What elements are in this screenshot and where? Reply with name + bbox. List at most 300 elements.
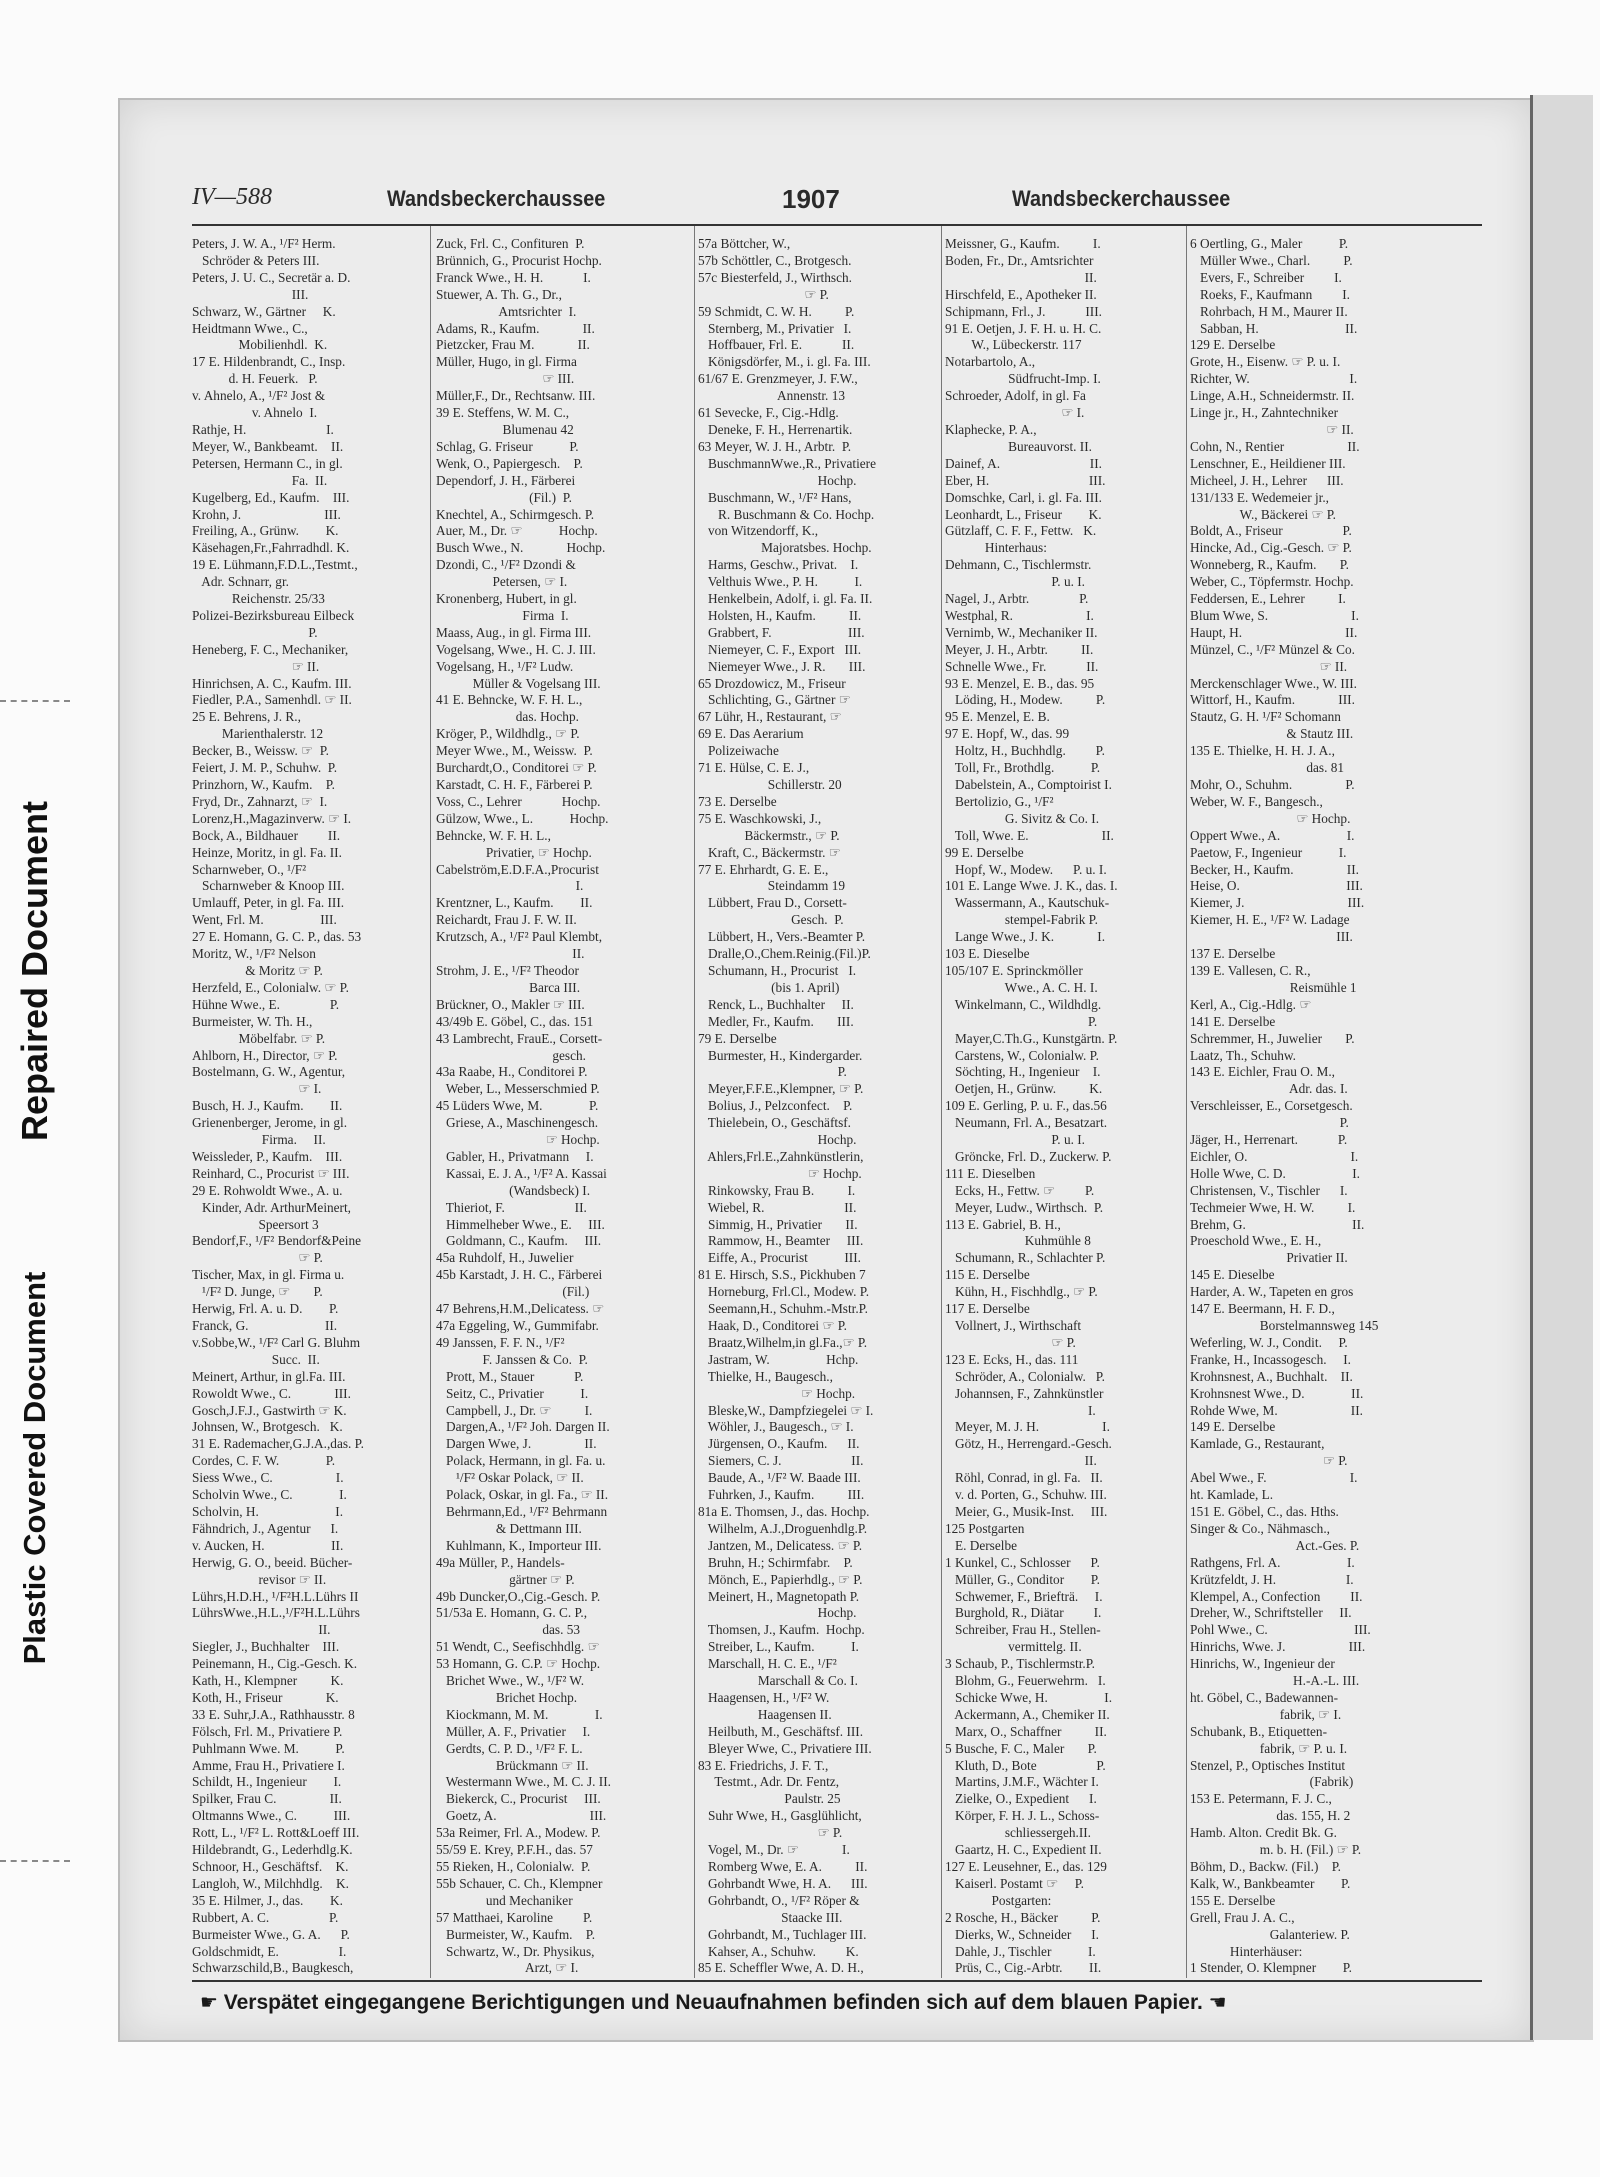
directory-entry: Krohnsnest, A., Buchhalt. II. bbox=[1190, 1368, 1353, 1384]
directory-entry: 71 E. Hülse, C. E. J., bbox=[698, 760, 810, 776]
directory-entry: Dierks, W., Schneider I. bbox=[945, 1926, 1099, 1942]
directory-entry: 123 E. Ecks, H., das. 111 bbox=[945, 1351, 1079, 1367]
directory-entry: Weissleder, P., Kaufm. III. bbox=[192, 1148, 343, 1164]
directory-entry: Eichler, O. I. bbox=[1190, 1148, 1359, 1164]
directory-entry: Behncke, W. F. H. L., bbox=[436, 827, 551, 843]
directory-entry: 81 E. Hirsch, S.S., Pickhuben 7 bbox=[698, 1267, 866, 1283]
directory-entry: R. Buschmann & Co. Hochp. bbox=[698, 506, 875, 522]
directory-entry: Krützfeldt, J. H. I. bbox=[1190, 1571, 1354, 1587]
directory-entry: ☞ II. bbox=[192, 658, 320, 674]
directory-entry: ☞ I. bbox=[192, 1081, 322, 1097]
directory-entry: Hochp. bbox=[698, 1605, 857, 1621]
directory-entry: II. bbox=[945, 269, 1097, 285]
directory-entry: Löding, H., Modew. P. bbox=[945, 692, 1106, 708]
directory-entry: Rohrbach, H M., Maurer II. bbox=[1190, 303, 1348, 319]
directory-entry: Burchardt,O., Conditorei ☞ P. bbox=[436, 760, 597, 776]
directory-entry: 105/107 E. Sprinckmöller bbox=[945, 962, 1083, 978]
directory-entry: Müller, G., Conditor P. bbox=[945, 1571, 1100, 1587]
directory-entry: Zielke, O., Expedient I. bbox=[945, 1791, 1097, 1807]
directory-entry: Kuhmühle 8 bbox=[945, 1233, 1091, 1249]
directory-entry: Boldt, A., Friseur P. bbox=[1190, 523, 1352, 539]
directory-entry: 77 E. Ehrhardt, G. E. E., bbox=[698, 861, 829, 877]
directory-entry: 61 Sevecke, F., Cig.-Hdlg. bbox=[698, 405, 839, 421]
directory-entry: Jäger, H., Herrenart. P. bbox=[1190, 1132, 1348, 1148]
directory-entry: Griese, A., Maschinengesch. bbox=[436, 1115, 599, 1131]
directory-entry: 143 E. Eichler, Frau O. M., bbox=[1190, 1064, 1335, 1080]
directory-entry: 1 Stender, O. Klempner P. bbox=[1190, 1960, 1352, 1976]
directory-entry: Reismühle 1 bbox=[1190, 979, 1357, 995]
directory-entry: & Moritz ☞ P. bbox=[192, 962, 323, 978]
directory-entry: Fähndrich, J., Agentur I. bbox=[192, 1520, 339, 1536]
directory-entry: Tischer, Max, in gl. Firma u. bbox=[192, 1267, 345, 1283]
directory-entry: 155 E. Derselbe bbox=[1190, 1892, 1276, 1908]
directory-entry: 43a Raabe, H., Conditorei P. bbox=[436, 1064, 588, 1080]
directory-entry: Eber, H. III. bbox=[945, 472, 1106, 488]
directory-entry: Scholvin Wwe., C. I. bbox=[192, 1487, 347, 1503]
directory-entry: Pietzcker, Frau M. II. bbox=[436, 337, 590, 353]
directory-entry: v. Ahnelo I. bbox=[192, 405, 318, 421]
directory-entry: Heilbuth, M., Geschäftsf. III. bbox=[698, 1723, 864, 1739]
directory-entry: Vogelsang, Wwe., H. C. J. III. bbox=[436, 641, 596, 657]
directory-entry: Strohm, J. E., ¹/F² Theodor bbox=[436, 962, 579, 978]
directory-entry: 81a E. Thomsen, J., das. Hochp. bbox=[698, 1503, 870, 1519]
directory-entry: 17 E. Hildenbrandt, C., Insp. bbox=[192, 354, 346, 370]
directory-entry: Seitz, C., Privatier I. bbox=[436, 1385, 589, 1401]
directory-entry: Marienthalerstr. 12 bbox=[192, 726, 324, 742]
directory-entry: Schnelle Wwe., Fr. II. bbox=[945, 658, 1099, 674]
directory-entry: Körper, F. H. J. L., Schoss- bbox=[945, 1808, 1100, 1824]
directory-entry: Polack, Oskar, in gl. Fa., ☞ II. bbox=[436, 1487, 609, 1503]
directory-entry: ¹/F² D. Junge, ☞ P. bbox=[192, 1284, 323, 1300]
directory-entry: Toll, Wwe. E. II. bbox=[945, 827, 1114, 843]
directory-entry: Grote, H., Eisenw. ☞ P. u. I. bbox=[1190, 354, 1341, 370]
directory-entry: Maass, Aug., in gl. Firma III. bbox=[436, 624, 592, 640]
directory-entry: Peinemann, H., Cig.-Gesch. K. bbox=[192, 1656, 358, 1672]
directory-entry: II. bbox=[436, 946, 585, 962]
directory-entry: Heinze, Moritz, in gl. Fa. II. bbox=[192, 844, 342, 860]
directory-entry: revisor ☞ II. bbox=[192, 1571, 327, 1587]
directory-entry: Stuewer, A. Th. G., Dr., bbox=[436, 286, 562, 302]
directory-entry: ☞ II. bbox=[1190, 658, 1348, 674]
directory-entry: Domschke, Carl, i. gl. Fa. III. bbox=[945, 489, 1102, 505]
directory-entry: Auer, M., Dr. ☞ Hochp. bbox=[436, 523, 598, 539]
directory-entry: Busch Wwe., N. Hochp. bbox=[436, 540, 606, 556]
directory-entry: Fa. II. bbox=[192, 472, 328, 488]
directory-entry: Rinkowsky, Frau B. I. bbox=[698, 1182, 856, 1198]
directory-entry: Koth, H., Friseur K. bbox=[192, 1689, 339, 1705]
directory-entry: Prüs, C., Cig.-Arbtr. II. bbox=[945, 1960, 1102, 1976]
directory-entry: Renck, L., Buchhalter II. bbox=[698, 996, 854, 1012]
directory-entry: 149 E. Derselbe bbox=[1190, 1419, 1276, 1435]
directory-entry: Postgarten: bbox=[945, 1892, 1052, 1908]
directory-entry: Weferling, W. J., Condit. P. bbox=[1190, 1334, 1348, 1350]
directory-entry: Müller & Vogelsang III. bbox=[436, 675, 601, 691]
directory-entry: Brichet Hochp. bbox=[436, 1689, 578, 1705]
directory-entry: 135 E. Thielke, H. H. J. A., bbox=[1190, 743, 1335, 759]
directory-entry: Hochp. bbox=[698, 1132, 857, 1148]
directory-entry: Söchting, H., Ingenieur I. bbox=[945, 1064, 1101, 1080]
directory-entry: Brichet Wwe., W., ¹/F² W. bbox=[436, 1673, 585, 1689]
directory-entry: ☞ P. bbox=[1190, 1453, 1348, 1469]
directory-entry: 129 E. Derselbe bbox=[1190, 337, 1276, 353]
directory-entry: Burmeister, W., Kaufm. P. bbox=[436, 1926, 596, 1942]
directory-entry: Adr. Schnarr, gr. bbox=[192, 574, 289, 590]
directory-entry: Evers, F., Schreiber I. bbox=[1190, 269, 1342, 285]
directory-entry: fabrik, ☞ I. bbox=[1190, 1706, 1342, 1722]
directory-entry: Braatz,Wilhelm,in gl.Fa.,☞ P. bbox=[698, 1334, 868, 1350]
directory-entry: Blumenau 42 bbox=[436, 421, 574, 437]
page-number: IV—588 bbox=[192, 184, 272, 210]
directory-entry: Götz, H., Herrengard.-Gesch. bbox=[945, 1436, 1112, 1452]
directory-entry: Neumann, Frl. A., Besatzart. bbox=[945, 1115, 1108, 1131]
directory-entry: 45b Karstadt, J. H. C., Färberei bbox=[436, 1267, 603, 1283]
directory-entry: Bäckermstr., ☞ P. bbox=[698, 827, 840, 843]
directory-entry: Kröger, P., Wildhdlg., ☞ P. bbox=[436, 726, 580, 742]
directory-entry: Rubbert, A. C. P. bbox=[192, 1909, 339, 1925]
directory-entry: ht. Göbel, C., Badewannen- bbox=[1190, 1689, 1339, 1705]
directory-entry: 141 E. Derselbe bbox=[1190, 1013, 1276, 1029]
directory-entry: 109 E. Gerling, P. u. F., das.56 bbox=[945, 1098, 1107, 1114]
directory-entry: Franck, G. II. bbox=[192, 1318, 338, 1333]
directory-entry: 151 E. Göbel, C., das. Hths. bbox=[1190, 1503, 1339, 1519]
directory-entry: Kuhlmann, K., Importeur III. bbox=[436, 1537, 602, 1553]
directory-entry: 51/53a E. Homann, G. C. P., bbox=[436, 1605, 588, 1621]
directory-entry: Umlauff, Peter, in gl. Fa. III. bbox=[192, 895, 345, 911]
directory-entry: Wwe., A. C. H. I. bbox=[945, 979, 1098, 995]
directory-entry: Ackermann, A., Chemiker II. bbox=[945, 1706, 1110, 1722]
directory-entry: 51 Wendt, C., Seefischhdlg. ☞ bbox=[436, 1639, 600, 1655]
next-page-edge bbox=[1530, 95, 1593, 2040]
directory-entry: Dzondi, C., ¹/F² Dzondi & bbox=[436, 557, 576, 573]
directory-entry: Ahlborn, H., Director, ☞ P. bbox=[192, 1047, 338, 1063]
directory-entry: 73 E. Derselbe bbox=[698, 793, 777, 809]
directory-entry: Siess Wwe., C. I. bbox=[192, 1470, 344, 1486]
page-header bbox=[192, 182, 1482, 218]
directory-entry: Boden, Fr., Dr., Amtsrichter bbox=[945, 252, 1094, 268]
directory-entry: Oppert Wwe., A. I. bbox=[1190, 827, 1355, 843]
directory-entry: Rowoldt Wwe., C. III. bbox=[192, 1385, 351, 1401]
directory-entry: Schwarzschild,B., Baugkesch, bbox=[192, 1960, 354, 1976]
directory-entry bbox=[436, 1977, 690, 1978]
directory-entry: Petersen, Hermann C., in gl. bbox=[192, 455, 343, 471]
directory-entry: Grell, Frau J. A. C., bbox=[1190, 1909, 1295, 1925]
directory-entry: Heidtmann Wwe., C., bbox=[192, 320, 308, 336]
directory-entry: Vollnert, J., Wirthschaft bbox=[945, 1318, 1082, 1333]
directory-entry: Burmeister, W. Th. H., bbox=[192, 1013, 313, 1029]
directory-entry: Südfrucht-Imp. I. bbox=[945, 371, 1101, 387]
directory-entry: Haak, D., Conditorei ☞ P. bbox=[698, 1318, 847, 1333]
directory-entry: Meyer, J. H., Arbtr. II. bbox=[945, 641, 1094, 657]
directory-entry: Schwemer, F., Briefträ. I. bbox=[945, 1588, 1103, 1604]
directory-entry: Jürgensen, O., Kaufm. II. bbox=[698, 1436, 860, 1452]
directory-entry: Bureauvorst. II. bbox=[945, 438, 1092, 454]
directory-entry: Paetow, F., Ingenieur I. bbox=[1190, 844, 1347, 860]
directory-entry: P. u. I. bbox=[945, 574, 1085, 590]
directory-entry: Müller, A. F., Privatier I. bbox=[436, 1723, 591, 1739]
plastic-covered-document-label: Plastic Covered Document bbox=[17, 1271, 52, 1665]
directory-entry: Dehmann, C., Tischlermstr. bbox=[945, 557, 1092, 573]
directory-entry: P. bbox=[945, 1013, 1098, 1029]
directory-entry: Bleyer Wwe, C., Privatiere III. bbox=[698, 1740, 872, 1756]
directory-entry: Fölsch, Frl. M., Privatiere P. bbox=[192, 1723, 343, 1739]
directory-entry: Schröder, A., Colonialw. P. bbox=[945, 1368, 1106, 1384]
directory-entry: Hinterhaus: bbox=[945, 540, 1047, 556]
directory-entry: 113 E. Gabriel, B. H., bbox=[945, 1216, 1061, 1232]
directory-entry: Böhm, D., Backw. (Fil.) P. bbox=[1190, 1859, 1341, 1874]
directory-entry: Lübbert, H., Vers.-Beamter P. bbox=[698, 929, 866, 945]
directory-entry: Karstadt, C. H. F., Färberei P. bbox=[436, 777, 593, 792]
directory-entry: gesch. bbox=[436, 1047, 586, 1063]
directory-entry: P. u. I. bbox=[945, 1132, 1085, 1148]
directory-entry: ☞ P. bbox=[945, 1334, 1076, 1350]
directory-entry: 127 E. Leusehner, E., das. 129 bbox=[945, 1859, 1107, 1874]
directory-entry: Himmelheber Wwe., E. III. bbox=[436, 1216, 605, 1232]
directory-entry: Verschleisser, E., Corsetgesch. bbox=[1190, 1098, 1353, 1114]
directory-entry: W., Bäckerei ☞ P. bbox=[1190, 506, 1336, 522]
directory-entry: v.Sobbe,W., ¹/F² Carl G. Bluhm bbox=[192, 1334, 361, 1350]
directory-entry: Majoratsbes. Hochp. bbox=[698, 540, 872, 556]
directory-entry: Brehm, G. II. bbox=[1190, 1216, 1365, 1232]
directory-entry: Herwig, G. O., beeid. Bücher- bbox=[192, 1554, 353, 1570]
directory-entry: 53 Homann, G. C.P. ☞ Hochp. bbox=[436, 1656, 601, 1672]
directory-entry: ☞ Hochp. bbox=[436, 1132, 600, 1148]
directory-entry: Romberg Wwe, E. A. II. bbox=[698, 1859, 868, 1874]
directory-entry: ☞ Hochp. bbox=[698, 1385, 856, 1401]
directory-entry: Holtz, H., Buchhdlg. P. bbox=[945, 743, 1105, 759]
footer-text: Verspätet eingegangene Berichtigungen und Neuaufnahmen befinden sich auf dem blauen Papier. bbox=[223, 1991, 1203, 2014]
directory-entry: Kraft, C., Bäckermstr. ☞ bbox=[698, 844, 841, 860]
directory-entry: Adr. das. I. bbox=[1190, 1081, 1348, 1097]
directory-entry: 19 E. Lühmann,F.D.L.,Testmt., bbox=[192, 557, 358, 573]
directory-entry: Went, Frl. M. III. bbox=[192, 912, 337, 928]
directory-entry: Müller, Hugo, in gl. Firma bbox=[436, 354, 577, 370]
directory-entry: Streiber, L., Kaufm. I. bbox=[698, 1639, 859, 1655]
directory-entry: Krentzner, L., Kaufm. II. bbox=[436, 895, 593, 911]
directory-entry: Reichenstr. 25/33 bbox=[192, 591, 325, 607]
directory-entry: Möbelfabr. ☞ P. bbox=[192, 1030, 326, 1046]
directory-entry: Gröncke, Frl. D., Zuckerw. P. bbox=[945, 1148, 1112, 1164]
directory-entry: Schreiber, Frau H., Stellen- bbox=[945, 1622, 1101, 1638]
directory-entry: Rathgens, Frl. A. I. bbox=[1190, 1554, 1355, 1570]
directory-entry: Marschall, H. C. E., ¹/F² bbox=[698, 1656, 837, 1672]
directory-entry: 49b Duncker,O.,Cig.-Gesch. P. bbox=[436, 1588, 601, 1604]
directory-entry: Scharnweber, O., ¹/F² bbox=[192, 861, 307, 877]
directory-entry: Buschmann, W., ¹/F² Hans, bbox=[698, 489, 852, 505]
directory-entry: gärtner ☞ P. bbox=[436, 1571, 575, 1587]
directory-entry: Siegler, J., Buchhalter III. bbox=[192, 1639, 340, 1655]
directory-entry: Simmig, H., Privatier II. bbox=[698, 1216, 858, 1232]
directory-entry: Kiockmann, M. M. I. bbox=[436, 1706, 603, 1722]
directory-entry: Seemann,H., Schuhm.-Mstr.P. bbox=[698, 1301, 868, 1317]
directory-column-5 bbox=[1190, 236, 1482, 1978]
directory-entry: Johannsen, F., Zahnkünstler bbox=[945, 1385, 1104, 1401]
directory-entry: 29 E. Rohwoldt Wwe., A. u. bbox=[192, 1182, 343, 1198]
directory-entry: 91 E. Oetjen, J. F. H. u. H. C. bbox=[945, 320, 1102, 336]
directory-entry: m. b. H. (Fil.) ☞ P. bbox=[1190, 1842, 1362, 1858]
directory-entry: 35 E. Hilmer, J., das. K. bbox=[192, 1892, 343, 1908]
directory-entry: Thielebein, O., Geschäftsf. bbox=[698, 1115, 851, 1131]
directory-entry: Polizei-Bezirksbureau Eilbeck bbox=[192, 607, 355, 623]
directory-entry: ☞ III. bbox=[436, 371, 575, 387]
directory-column-1 bbox=[192, 236, 424, 1978]
directory-entry: Haagensen, H., ¹/F² W. bbox=[698, 1689, 830, 1705]
directory-entry: Bleske,W., Dampfziegelei ☞ I. bbox=[698, 1402, 874, 1418]
directory-entry: Cabelström,E.D.F.A.,Procurist bbox=[436, 861, 599, 877]
directory-column-4 bbox=[945, 236, 1183, 1978]
directory-entry: stempel-Fabrik P. bbox=[945, 912, 1098, 928]
directory-entry: Thieriot, F. II. bbox=[436, 1199, 587, 1215]
directory-entry: 47 Behrens,H.M.,Delicatess. ☞ bbox=[436, 1301, 605, 1317]
directory-entry: schliessergeh.II. bbox=[945, 1825, 1091, 1841]
directory-entry: Laatz, Th., Schuhw. bbox=[1190, 1047, 1296, 1063]
directory-entry: Hamb. Alton. Credit Bk. G. bbox=[1190, 1825, 1337, 1841]
directory-entry: 65 Drozdowicz, M., Friseur bbox=[698, 675, 846, 691]
directory-entry: Barca III. bbox=[436, 979, 581, 995]
directory-entry: Blum Wwe, S. I. bbox=[1190, 607, 1359, 623]
directory-entry: Gohrbandt Wwe, H. A. III. bbox=[698, 1875, 868, 1891]
directory-entry: 39 E. Steffens, W. M. C., bbox=[436, 405, 570, 421]
directory-entry: Pohl Wwe., C. III. bbox=[1190, 1622, 1371, 1638]
directory-entry: Vernimb, W., Mechaniker II. bbox=[945, 624, 1098, 640]
directory-entry: Langloh, W., Milchhdlg. K. bbox=[192, 1875, 349, 1891]
directory-entry: Franck Wwe., H. H. I. bbox=[436, 269, 591, 285]
column-divider bbox=[694, 226, 695, 1978]
directory-entry: Niemeyer Wwe., J. R. III. bbox=[698, 658, 866, 674]
directory-entry: Rott, L., ¹/F² L. Rott&Loeff III. bbox=[192, 1825, 360, 1841]
directory-entry: P. bbox=[1190, 1115, 1349, 1131]
directory-entry: Hinterhäuser: bbox=[1190, 1943, 1303, 1959]
directory-entry: Dargen Wwe, J. II. bbox=[436, 1436, 597, 1452]
directory-entry: Leonhardt, L., Friseur K. bbox=[945, 506, 1102, 522]
directory-entry: 69 E. Das Aerarium bbox=[698, 726, 804, 742]
street-title-right: Wandsbeckerchaussee bbox=[1012, 186, 1231, 211]
directory-entry: Gaartz, H. C., Expedient II. bbox=[945, 1842, 1102, 1858]
directory-entry: Blohm, G., Feuerwehrm. I. bbox=[945, 1673, 1106, 1689]
directory-entry: 33 E. Suhr,J.A., Rathhausstr. 8 bbox=[192, 1706, 355, 1722]
directory-entry: Gohrbandt, M., Tuchlager III. bbox=[698, 1926, 867, 1942]
directory-entry: Schumann, R., Schlachter P. bbox=[945, 1250, 1106, 1266]
directory-entry: Hildebrandt, G., Lederhdlg.K. bbox=[192, 1842, 353, 1858]
directory-entry: 125 Postgarten bbox=[945, 1520, 1025, 1536]
directory-entry: Münzel, C., ¹/F² Münzel & Co. bbox=[1190, 641, 1355, 657]
directory-entry: Westphal, R. I. bbox=[945, 607, 1094, 623]
directory-entry: das. 53 bbox=[436, 1622, 581, 1638]
directory-entry: Wassermann, A., Kautschuk- bbox=[945, 895, 1110, 911]
year: 1907 bbox=[782, 184, 840, 214]
directory-entry: Burghold, R., Diätar I. bbox=[945, 1605, 1102, 1621]
directory-entry: Schröder & Peters III. bbox=[192, 252, 320, 268]
directory-entry: Kinder, Adr. ArthurMeinert, bbox=[192, 1199, 352, 1215]
directory-entry: E. Derselbe bbox=[945, 1537, 1017, 1553]
directory-entry: 3 Schaub, P., Tischlermstr.P. bbox=[945, 1656, 1095, 1672]
directory-entry: Prinzhorn, W., Kaufm. P. bbox=[192, 777, 335, 792]
directory-entry: Rammow, H., Beamter III. bbox=[698, 1233, 864, 1249]
directory-entry: Baude, A., ¹/F² W. Baade III. bbox=[698, 1470, 861, 1486]
directory-entry: Müller,F., Dr., Rechtsanw. III. bbox=[436, 388, 596, 404]
directory-entry: Lenschner, E., Heildiener III. bbox=[1190, 455, 1346, 471]
directory-entry: Annenstr. 13 bbox=[698, 388, 846, 404]
directory-entry: Cohn, N., Rentier II. bbox=[1190, 438, 1360, 454]
directory-entry: Herzfeld, E., Colonialw. ☞ P. bbox=[192, 979, 349, 995]
directory-entry: Bostelmann, G. W., Agentur, bbox=[192, 1064, 346, 1080]
directory-entry: das. 155, H. 2 bbox=[1190, 1808, 1351, 1824]
cut-line-bottom bbox=[0, 1860, 70, 1862]
directory-entry: Meier, G., Musik-Inst. III. bbox=[945, 1503, 1108, 1519]
directory-entry: 45a Ruhdolf, H., Juwelier bbox=[436, 1250, 574, 1266]
directory-entry: Merckenschlager Wwe., W. III. bbox=[1190, 675, 1358, 691]
directory-entry: von Witzendorff, K., bbox=[698, 523, 819, 539]
directory-entry: Privatier, ☞ Hochp. bbox=[436, 844, 592, 860]
directory-entry: Kronenberg, Hubert, in gl. bbox=[436, 591, 577, 607]
directory-entry: LührsWwe.,H.L.,¹/F²H.L.Lührs bbox=[192, 1605, 360, 1621]
directory-entry: 1 Kunkel, C., Schlosser P. bbox=[945, 1554, 1100, 1570]
directory-entry: 57b Schöttler, C., Brotgesch. bbox=[698, 252, 852, 268]
directory-entry: Müller Wwe., Charl. P. bbox=[1190, 252, 1353, 268]
directory-entry: (bis 1. April) bbox=[698, 979, 840, 995]
directory-entry: Feddersen, E., Lehrer I. bbox=[1190, 591, 1346, 607]
directory-entry: Polack, Hermann, in gl. Fa. u. bbox=[436, 1453, 606, 1469]
directory-column-3 bbox=[698, 236, 936, 1978]
directory-entry: Campbell, J., Dr. ☞ I. bbox=[436, 1402, 593, 1418]
street-title-left: Wandsbeckerchaussee bbox=[387, 186, 606, 211]
directory-entry: 99 E. Derselbe bbox=[945, 844, 1024, 860]
directory-entry: Schlag, G. Friseur P. bbox=[436, 438, 579, 454]
directory-entry: Schremmer, H., Juwelier P. bbox=[1190, 1030, 1355, 1046]
directory-entry: Schicke Wwe, H. I. bbox=[945, 1689, 1113, 1705]
directory-entry: v. d. Porten, G., Schuhw. III. bbox=[945, 1487, 1107, 1503]
directory-entry: H.-A.-L. III. bbox=[1190, 1673, 1360, 1689]
directory-entry: F. Janssen & Co. P. bbox=[436, 1351, 588, 1367]
directory-entry: Kahser, A., Schuhw. K. bbox=[698, 1943, 859, 1959]
directory-entry: Biekerck, C., Procurist III. bbox=[436, 1791, 601, 1807]
directory-entry: 153 E. Petermann, F. J. C., bbox=[1190, 1791, 1332, 1807]
directory-entry: Jastram, W. Hchp. bbox=[698, 1351, 859, 1367]
directory-entry: 85 E. Scheffler Wwe, A. D. H., bbox=[698, 1960, 864, 1976]
directory-entry: Bendorf,F., ¹/F² Bendorf&Peine bbox=[192, 1233, 362, 1249]
directory-entry: 5 Busche, F. C., Maler P. bbox=[945, 1740, 1097, 1756]
directory-entry: Marschall & Co. I. bbox=[698, 1673, 858, 1689]
directory-entry: 83 E. Friedrichs, J. F. T., bbox=[698, 1757, 829, 1773]
directory-entry: 61/67 E. Grenzmeyer, J. F.W., bbox=[698, 371, 858, 387]
directory-entry: Wiebel, R. II. bbox=[698, 1199, 857, 1215]
directory-entry: Spilker, Frau C. II. bbox=[192, 1791, 342, 1807]
directory-entry: Johnsen, W., Brotgesch. K. bbox=[192, 1419, 343, 1435]
directory-entry: Suhr Wwe, H., Gasglühlicht, bbox=[698, 1808, 862, 1824]
directory-entry: Deneke, F. H., Herrenartik. bbox=[698, 421, 853, 437]
directory-entry: Nagel, J., Arbtr. P. bbox=[945, 591, 1089, 607]
directory-entry: ☞ Hochp. bbox=[698, 1165, 862, 1181]
directory-entry: Carstens, W., Colonialw. P. bbox=[945, 1047, 1099, 1063]
directory-entry: Bolius, J., Pelzconfect. P. bbox=[698, 1098, 853, 1114]
directory-entry: Röhl, Conrad, in gl. Fa. II. bbox=[945, 1470, 1103, 1486]
directory-entry: Dependorf, J. H., Färberei bbox=[436, 472, 576, 488]
directory-entry: Borstelmannsweg 145 bbox=[1190, 1318, 1379, 1333]
directory-entry: Kassai, E. J. A., ¹/F² A. Kassai bbox=[436, 1165, 607, 1181]
directory-entry bbox=[192, 1977, 424, 1978]
directory-entry: Lübbert, Frau D., Corsett- bbox=[698, 895, 847, 911]
directory-entry: Vogel, M., Dr. ☞ I. bbox=[698, 1842, 850, 1858]
directory-entry: Krohnsnest Wwe., D. II. bbox=[1190, 1385, 1364, 1401]
directory-entry: Brünnich, G., Procurist Hochp. bbox=[436, 252, 602, 268]
directory-entry: Hochp. bbox=[698, 472, 857, 488]
directory-entry: Mobilienhdl. K. bbox=[192, 337, 328, 353]
directory-entry: 53a Reimer, Frl. A., Modew. P. bbox=[436, 1825, 601, 1841]
directory-entry: Vogelsang, H., ¹/F² Ludw. bbox=[436, 658, 574, 674]
directory-entry: Cordes, C. F. W. P. bbox=[192, 1453, 336, 1469]
directory-entry: 59 Schmidt, C. W. H. P. bbox=[698, 303, 855, 319]
directory-entry: Schipmann, Frl., J. III. bbox=[945, 303, 1102, 319]
directory-entry: 43/49b E. Göbel, C., das. 151 bbox=[436, 1013, 594, 1029]
